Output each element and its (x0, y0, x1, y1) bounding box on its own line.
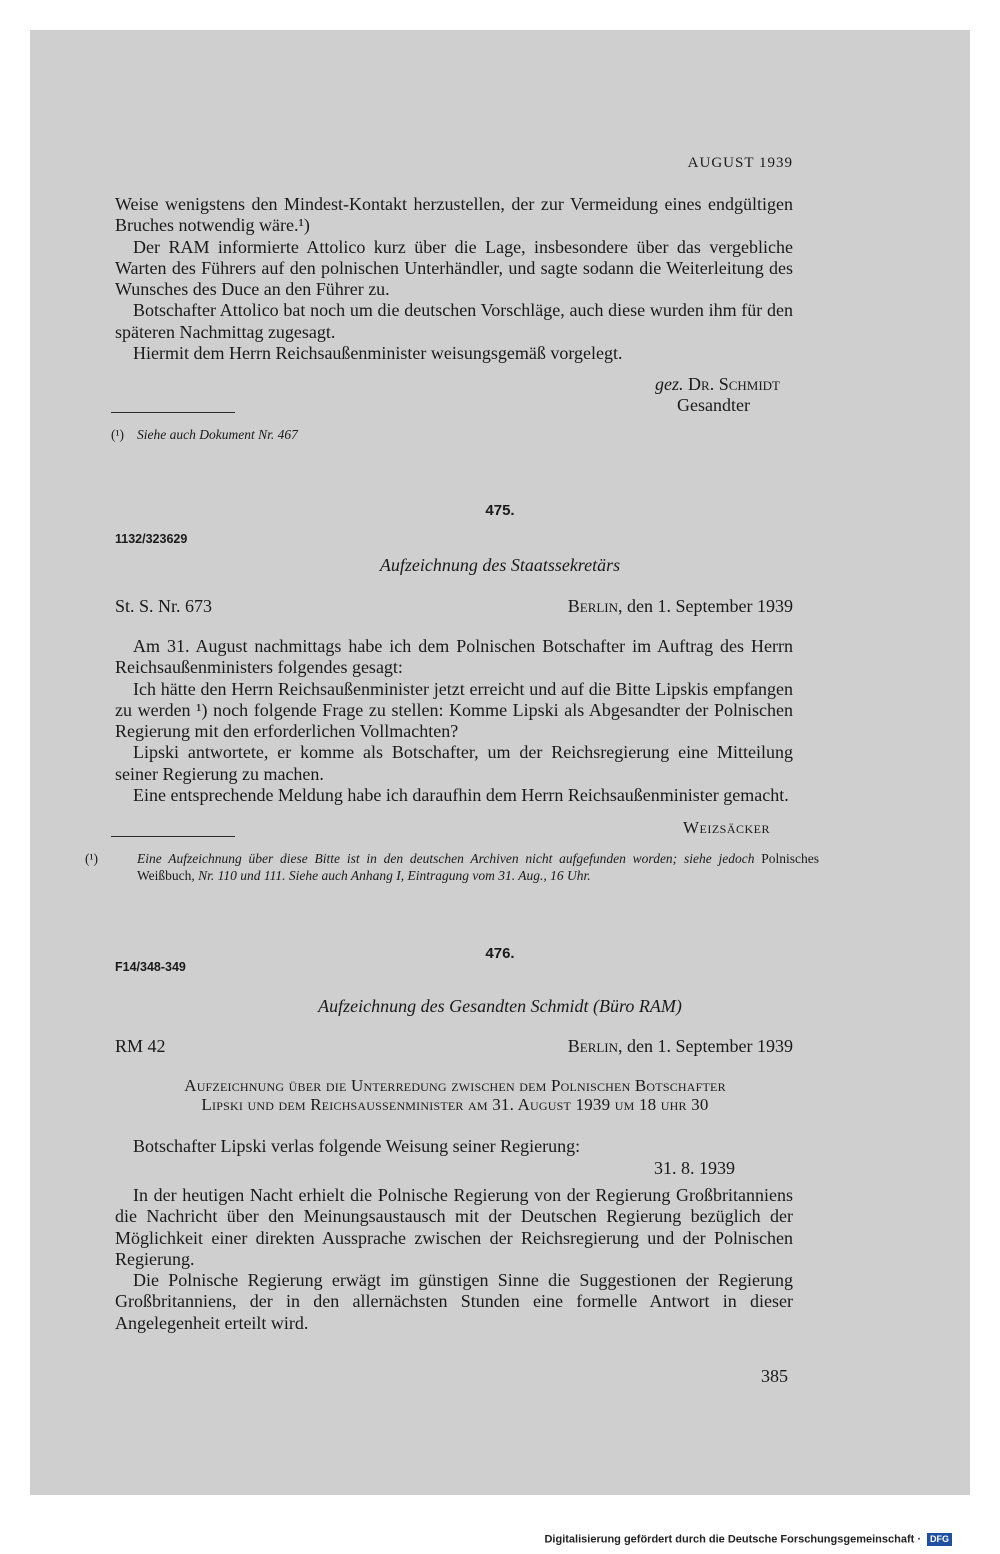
previous-document-body (115, 194, 793, 364)
file-reference: 1132/323629 (115, 532, 188, 546)
document-title: Aufzeichnung des Gesandten Schmidt (Büro RAM) (318, 996, 682, 1016)
signature-name: Dr. Schmidt (688, 374, 780, 394)
footnote-rule (111, 412, 235, 413)
credit-text: Digitalisierung gefördert durch die Deutsche Forschungsgemeinschaft · (544, 1533, 921, 1546)
document-number: 475. (485, 502, 515, 519)
signature-prefix: gez. (655, 374, 689, 394)
paragraph: In der heutigen Nacht erhielt die Polnische Regierung von der Regierung Großbritanniens die Nachricht über den Meinungsaustausch mit der Deutschen Regierung bezüglich der Möglichkeit einer direkten Aussprache zwischen der Reichsregierung und der Polnischen Regierung. (115, 1185, 793, 1269)
signature-schmidt (560, 374, 780, 416)
date-place: Berlin (567, 1036, 619, 1056)
digitization-credit (544, 1533, 952, 1546)
paragraph: Der RAM informierte Attolico kurz über die Lage, insbesondere über das vergebliche Warten des Führers auf den polnischen Unterhändler, und sagte sodann die Weiterleitung des Wunsches des Duce an den Führer zu. (115, 236, 793, 300)
footnote-marker: (¹) (111, 427, 125, 442)
footnote (85, 850, 819, 884)
paragraph: Die Polnische Regierung erwägt im günstigen Sinne die Suggestionen der Regierung Großbritanniens, der in den allernächsten Stunden eine formelle Antwort in dieser Angelegenheit erteilt wird. (115, 1270, 793, 1333)
document-reference: RM 42 (115, 1036, 166, 1056)
paragraph: Botschafter Attolico bat noch um die deutschen Vorschläge, auch diese wurden ihm für den späteren Nachmittag zugesagt. (115, 300, 793, 342)
file-reference: F14/348-349 (115, 960, 186, 974)
footnote-text: , Nr. 110 und 111. Siehe auch Anhang I, Eintragung vom 31. Aug., 16 Uhr. (191, 868, 591, 883)
document-body (115, 1185, 793, 1334)
paragraph: Ich hätte den Herrn Reichsaußenminister jetzt erreicht und auf die Bitte Lipskis empfangen zu werden ¹) noch folgende Frage zu stellen: Komme Lipski als Abgesandter der Polnischen Regierung mit den erforderlichen Vollmachten? (115, 678, 793, 742)
footnote-text: Eine Aufzeichnung über diese Bitte ist in den deutschen Archiven nicht aufgefunden worden; siehe jedoch (137, 851, 762, 866)
paragraph: Hiermit dem Herrn Reichsaußenminister weisungsgemäß vorgelegt. (133, 343, 623, 364)
record-heading (115, 1076, 795, 1114)
paragraph: Eine entsprechende Meldung habe ich daraufhin dem Herrn Reichsaußenminister gemacht. (133, 785, 789, 806)
footnote-text: Siehe auch Dokument Nr. 467 (137, 427, 298, 442)
date-place: Berlin (567, 596, 619, 616)
paragraph: Am 31. August nachmittags habe ich dem Polnischen Botschafter im Auftrag des Herrn Reichsaußenministers folgendes gesagt: (115, 636, 793, 678)
document-body (115, 636, 793, 806)
date-text: , den 1. September 1939 (618, 1036, 793, 1056)
document-title: Aufzeichnung des Staatssekretärs (379, 555, 621, 575)
heading-line: Lipski und dem Reichsaussenminister am 31. August 1939 um 18 uhr 30 (201, 1095, 709, 1114)
signature-rank: Gesandter (677, 395, 750, 415)
footnote-source: Polnisches Weißbuch (137, 851, 819, 883)
document-number: 476. (485, 945, 515, 962)
intro-line: Botschafter Lipski verlas folgende Weisung seiner Regierung: (133, 1136, 581, 1156)
running-head: AUGUST 1939 (687, 155, 793, 171)
signature-weizsaecker: Weizsäcker (682, 818, 770, 837)
document-date (480, 1036, 793, 1057)
document-reference: St. S. Nr. 673 (115, 596, 213, 616)
paragraph: Lipski antwortete, er komme als Botschafter, um der Reichsregierung eine Mitteilung seiner Regierung zu machen. (115, 742, 793, 784)
page-number: 385 (761, 1366, 788, 1386)
footnote-rule (111, 836, 235, 837)
footnote-marker: (¹) (85, 851, 99, 866)
inner-date: 31. 8. 1939 (654, 1158, 735, 1178)
heading-line: Aufzeichnung über die Unterredung zwischen dem Polnischen Botschafter (184, 1076, 726, 1095)
date-text: , den 1. September 1939 (618, 596, 793, 616)
dfg-logo: DFG (927, 1533, 952, 1546)
paragraph: Weise wenigstens den Mindest-Kontakt herzustellen, der zur Vermeidung eines endgültigen Bruches notwendig wäre.¹) (115, 194, 793, 236)
document-date (480, 596, 793, 617)
footnote (111, 426, 793, 443)
